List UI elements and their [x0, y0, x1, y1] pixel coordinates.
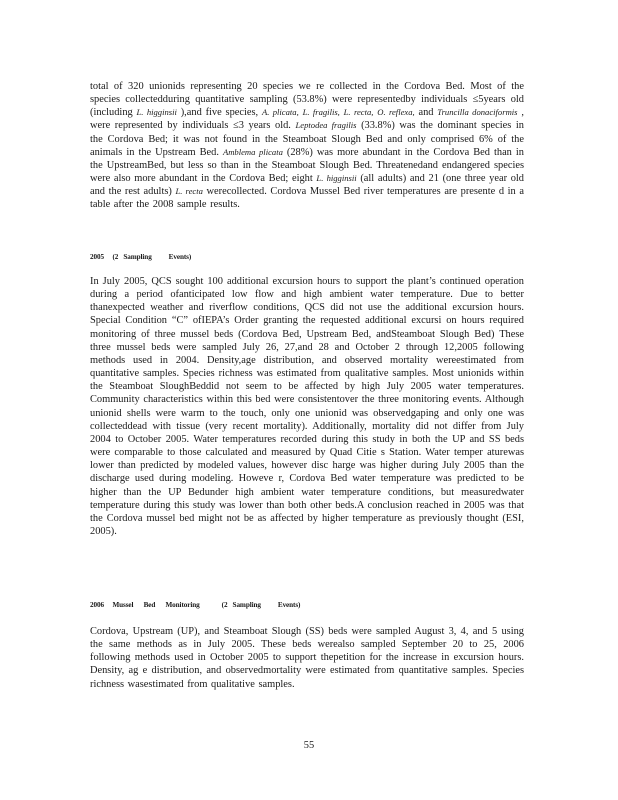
species-name: O. reflexa,: [377, 107, 415, 118]
paragraph-2005-sampling: [90, 275, 524, 538]
paragraph-2004-text: total of 320 unionids representing 20 species we re collected in the Cordova Bed. Most of the species collectedduring quantitative sampling (53.8%) were representedby individuals ≤5years old (including L. higginsii ),and five species, A. plicata, L. fragilis, L. recta, O. reflexa, and Truncilla donaciformis , were represented by individuals ≤3 years old. Leptodea fragilis (33.8%) was the dominant species in the Cordova Bed; it was not found in the Steamboat Slough Bed and only comprised 6% of the animals in the Upstream Bed. Amblema plicata (28%) was more abundant in the Cordova Bed than in the UpstreamBed, but less so than in the Steamboat Slough Bed. Threatenedand endangered species were also more abundant in the Cordova Bed; eight L. higginsii (all adults) and 21 (one three year old and the rest adults) L. recta werecollected. Cordova Mussel Bed river temperatures are presente d in a table after the 2008 sample results.: [90, 81, 524, 211]
species-name: L. recta,: [343, 107, 374, 118]
species-name: L. fragilis,: [302, 107, 340, 118]
section-heading-2005: 2005 (2 Sampling Events): [90, 253, 192, 261]
species-name: Truncilla donaciformis: [437, 107, 518, 118]
page-number: 55: [303, 740, 315, 751]
species-name: L. recta: [175, 186, 203, 197]
paragraph-2006-text: Cordova, Upstream (UP), and Steamboat Slough (SS) beds were sampled August 3, 4, and 5 using the same methods as in July 2005. These beds werealso sampled September 20 to 25, 2006 following methods used in October 2005 to support thepetition for the increase in excursion hours. Density, ag e distribution, and observedmortality were estimated from quantitative samples. Species richness wasestimated from qualitative samples.: [90, 626, 524, 690]
species-name: L. higginsii: [136, 107, 177, 118]
species-name: Leptodea fragilis: [295, 120, 357, 131]
species-name: Amblema plicata: [222, 146, 283, 157]
species-name: A. plicata,: [261, 107, 299, 118]
paragraph-2006-monitoring: [90, 625, 524, 691]
section-heading-2006: 2006 Mussel Bed Monitoring (2 Sampling Events): [90, 601, 301, 609]
species-name: L. higginsii: [316, 173, 357, 184]
paragraph-2004-summary: [90, 80, 524, 212]
paragraph-2005-text: In July 2005, QCS sought 100 additional excursion hours to support the plant’s continued operation during a period ofanticipated low flow and high ambient water temperature. Due to better thanexpected weather and riverflow conditions, QCS did not use the additional excursion hours. Special Condition “C” ofIEPA’s Order granting the requested additional excursi on hours required monitoring of three mussel beds (Cordova Bed, Upstream Bed, andSteamboat Slough Bed) These three mussel beds were sampled July 26, 27,and 28 and October 2 through 12,2005 following methods used in 2004. Density,age distribution, and observed mortality wereestimated from quantitative samples. Species richness was estimated from qualitative samples. Most unionids within the Steamboat SloughBeddid not seem to be affected by high July 2005 water temperatures. Community characteristics within this bed were consistentover the three monitoring events. Although unionid shells were warm to the touch, only one unionid was observedgaping and only one was collecteddead with tissue (very recent mortality). Additionally, mortality did not differ from July 2004 to October 2005. Water temperatures recorded during this study in both the UP and SS beds were comparable to those calculated and measured by Quad Citie s Station. Water temper aturewas lower than predicted by modeled values, however disc harge was higher during July 2005 than the discharge used during modeling. Howeve r, Cordova Bed water temperature was predicted to be higher than the UP Bedunder high ambient water temperature conditions, but measuredwater temperature during this study was lower than both other beds.A conclusion reached in 2005 was that the Cordova mussel bed might not be as affected by higher temperature as previously thought (ESI, 2005).: [90, 276, 524, 537]
